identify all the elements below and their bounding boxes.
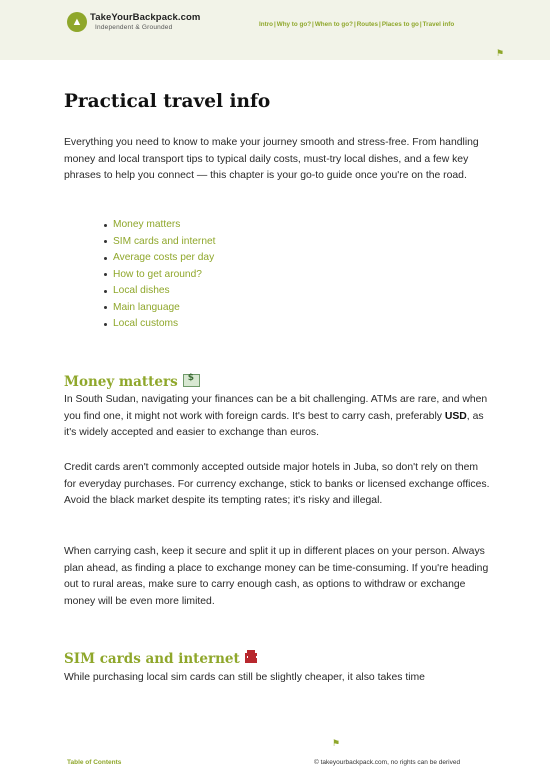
nav-separator: | xyxy=(353,21,356,28)
money-paragraph-1 xyxy=(64,392,492,442)
money-paragraph-2: Credit cards aren't commonly accepted outside major hotels in Juba, so don't rely on them for everyday purchases. For currency exchange, stick to banks or licensed exchange offices. Avoid the black market despite its tempting rates; it's risky and illegal. xyxy=(64,462,490,506)
hiker-icon: ⚑ xyxy=(496,48,505,58)
money-matters-heading-text: Money matters xyxy=(64,374,178,390)
hiker-icon: ⚑ xyxy=(332,738,341,748)
money-paragraph-3: When carrying cash, keep it secure and split it up in different places on your person. Always plan ahead, as finding a place to exchange money can be time-consuming. If you're heading out to rural areas, make sure to carry enough cash, as options to withdraw or exchange money will be even more limited. xyxy=(64,546,489,607)
phone-booth-icon xyxy=(245,653,257,663)
top-navigation xyxy=(259,21,454,28)
page-header xyxy=(0,0,550,60)
nav-intro[interactable]: Intro xyxy=(259,21,273,28)
sim-cards-heading-text: SIM cards and internet xyxy=(64,651,240,667)
nav-travel-info[interactable]: Travel info xyxy=(422,21,455,28)
page-title: Practical travel info xyxy=(64,91,271,112)
nav-places-to-go[interactable]: Places to go xyxy=(381,21,419,28)
nav-why-to-go[interactable]: Why to go? xyxy=(276,21,312,28)
nav-separator: | xyxy=(419,21,422,28)
toc-link-local-dishes[interactable]: Local dishes xyxy=(104,283,216,300)
nav-separator: | xyxy=(312,21,314,28)
money-paragraph-1-end: , as it's widely accepted and easier to exchange than euros. xyxy=(64,410,484,438)
brand-tagline: Independent & Grounded xyxy=(95,24,173,31)
sim-paragraph-1: While purchasing local sim cards can still be slightly cheaper, it also takes time xyxy=(64,672,425,683)
currency-usd: USD xyxy=(444,410,467,422)
toc-link-sim-cards[interactable]: SIM cards and internet xyxy=(104,234,216,251)
toc-link-get-around[interactable]: How to get around? xyxy=(104,267,216,284)
table-of-contents-link[interactable]: Table of Contents xyxy=(67,759,122,766)
toc-link-money-matters[interactable]: Money matters xyxy=(104,217,216,234)
nav-separator: | xyxy=(274,21,276,28)
toc-link-main-language[interactable]: Main language xyxy=(104,300,216,317)
intro-paragraph: Everything you need to know to make your journey smooth and stress-free. From handling money and local transport tips to typical daily costs, must-try local dishes, and a few key phrases to help you connect — this chapter is your go-to guide once you're on the road. xyxy=(64,137,479,181)
nav-when-to-go[interactable]: When to go? xyxy=(314,21,353,28)
money-bill-icon xyxy=(183,374,200,387)
nav-routes[interactable]: Routes xyxy=(356,21,379,28)
chapter-contents-list xyxy=(104,217,216,333)
backpack-logo-icon[interactable]: ▲ xyxy=(67,12,87,32)
toc-link-average-costs[interactable]: Average costs per day xyxy=(104,250,216,267)
toc-link-local-customs[interactable]: Local customs xyxy=(104,316,216,333)
copyright-notice: © takeyourbackpack.com, no rights can be derived xyxy=(314,759,461,766)
nav-separator: | xyxy=(379,21,381,28)
money-paragraph-1-text: In South Sudan, navigating your finances can be a bit challenging. ATMs are rare, and when you find one, it might not work with foreign cards. It's best to carry cash, preferably xyxy=(64,394,488,422)
sim-cards-heading xyxy=(64,651,257,667)
brand-name[interactable]: TakeYourBackpack.com xyxy=(90,12,201,23)
money-matters-heading xyxy=(64,374,200,390)
